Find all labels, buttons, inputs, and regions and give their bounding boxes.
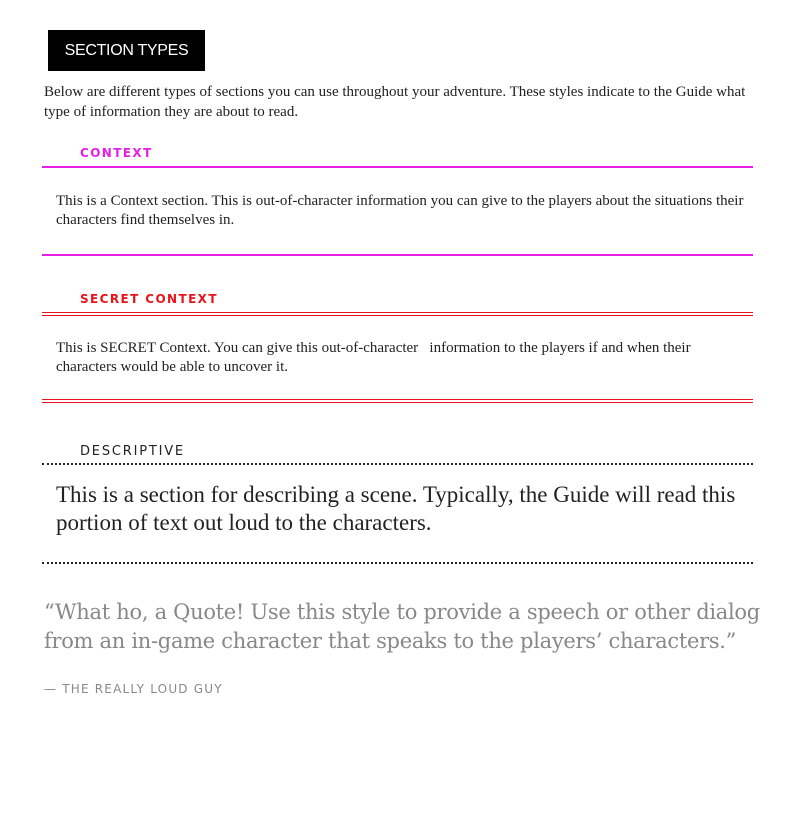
descriptive-top-divider — [42, 463, 753, 465]
context-body: This is a Context section. This is out-of-character information you can give to the players about the situations their characters find themselves in. — [56, 193, 744, 228]
secret-context-heading: SECRET CONTEXT — [80, 292, 218, 306]
descriptive-heading: DESCRIPTIVE — [80, 444, 185, 459]
secret-context-top-divider — [42, 312, 753, 316]
secret-context-body: This is SECRET Context. You can give this out-of-character information to the players if and when their characters would be able to uncover it. — [56, 340, 695, 375]
secret-context-bottom-divider — [42, 399, 753, 403]
quote-attribution: — THE REALLY LOUD GUY — [44, 682, 223, 696]
descriptive-bottom-divider — [42, 562, 753, 564]
context-top-divider — [42, 166, 753, 168]
section-types-title: SECTION TYPES — [48, 30, 205, 71]
context-bottom-divider — [42, 254, 753, 256]
descriptive-body: This is a section for describing a scene. Typically, the Guide will read this portion of text out loud to the characters. — [56, 482, 736, 535]
quote-text: “What ho, a Quote! Use this style to provide a speech or other dialog from an in-game character that speaks to the players’ characters.” — [44, 600, 760, 653]
context-heading: CONTEXT — [80, 146, 153, 160]
intro-paragraph: Below are different types of sections you can use throughout your adventure. These styles indicate to the Guide what type of information they are about to read. — [44, 84, 746, 120]
